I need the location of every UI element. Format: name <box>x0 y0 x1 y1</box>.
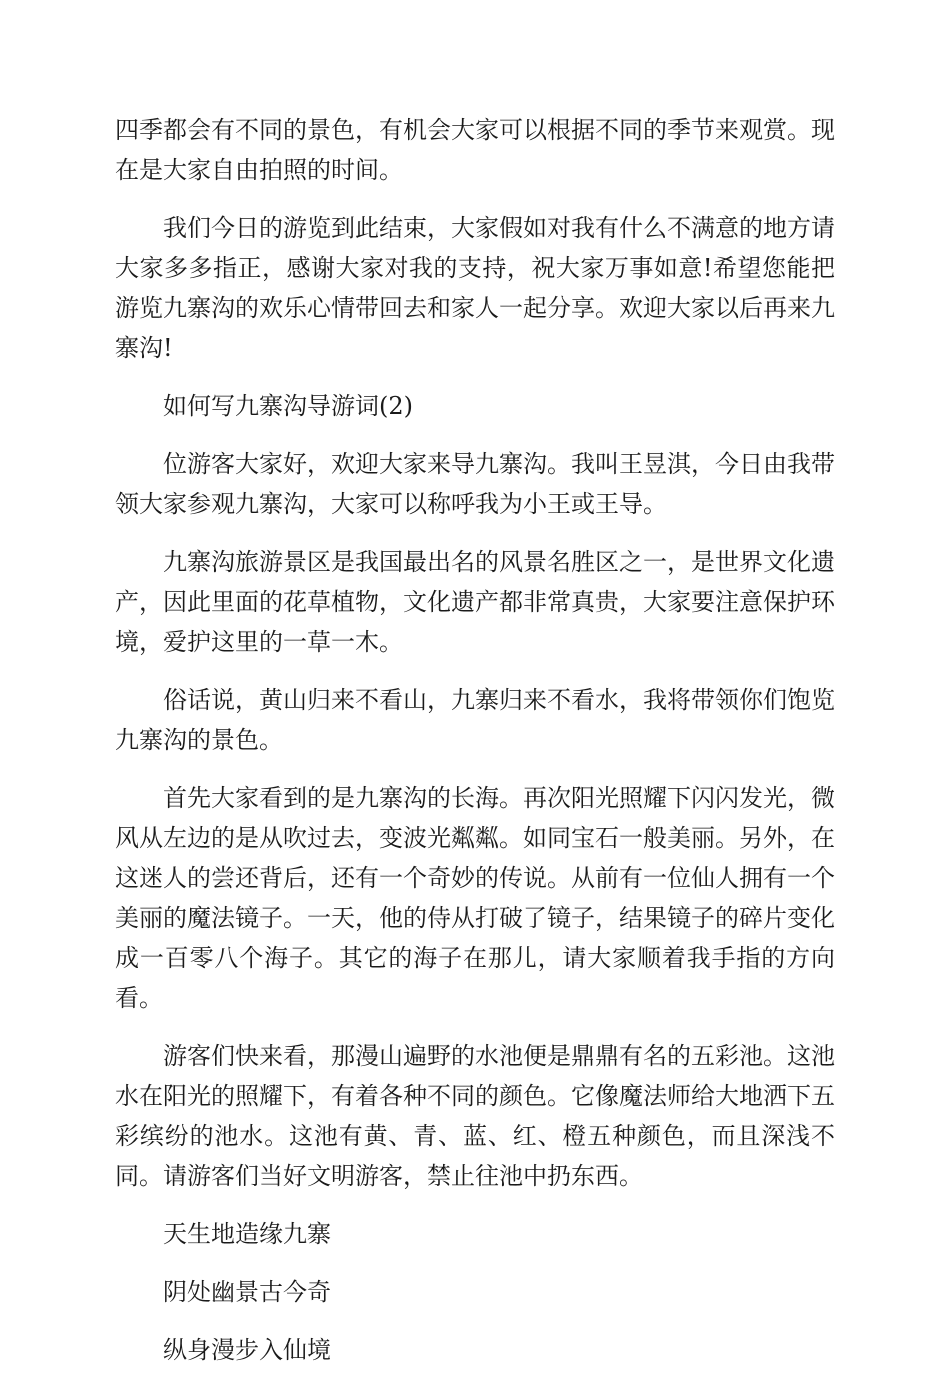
verse-line-2: 阴处幽景古今奇 <box>163 1278 331 1306</box>
paragraph-saying: 俗话说，黄山归来不看山，九寨归来不看水，我将带领你们饱览九寨沟的景色。 <box>115 686 835 754</box>
section-title: 如何写九寨沟导游词(2) <box>163 392 413 420</box>
paragraph-five-color-pond: 游客们快来看，那漫山遍野的水池便是鼎鼎有名的五彩池。这池水在阳光的照耀下，有着各种不同的颜色。它像魔法师给大地洒下五彩缤纷的池水。这池有黄、青、蓝、红、橙五种颜色，而且深浅不同。请游客们当好文明游客，禁止往池中扔东西。 <box>115 1042 835 1190</box>
verse-line-1: 天生地造缘九寨 <box>163 1220 331 1248</box>
paragraph-welcome: 位游客大家好，欢迎大家来导九寨沟。我叫王昱淇，今日由我带领大家参观九寨沟，大家可以称呼我为小王或王导。 <box>115 450 835 518</box>
paragraph-scenic-area: 九寨沟旅游景区是我国最出名的风景名胜区之一，是世界文化遗产，因此里面的花草植物，文化遗产都非常真贵，大家要注意保护环境，爱护这里的一草一木。 <box>115 548 835 656</box>
paragraph-long-lake: 首先大家看到的是九寨沟的长海。再次阳光照耀下闪闪发光，微风从左边的是从吹过去，变波光粼粼。如同宝石一般美丽。另外，在这迷人的尝还背后，还有一个奇妙的传说。从前有一位仙人拥有一个美丽的魔法镜子。一天，他的侍从打破了镜子，结果镜子的碎片变化成一百零八个海子。其它的海子在那儿，请大家顺着我手指的方向看。 <box>115 784 835 1012</box>
document-body <box>115 110 835 1388</box>
paragraph-tour-ending: 我们今日的游览到此结束，大家假如对我有什么不满意的地方请大家多多指正，感谢大家对我的支持，祝大家万事如意!希望您能把游览九寨沟的欢乐心情带回去和家人一起分享。欢迎大家以后再来九寨沟! <box>115 214 835 362</box>
verse-line-3: 纵身漫步入仙境 <box>163 1336 331 1364</box>
paragraph-seasons: 四季都会有不同的景色，有机会大家可以根据不同的季节来观赏。现在是大家自由拍照的时间。 <box>115 116 835 184</box>
